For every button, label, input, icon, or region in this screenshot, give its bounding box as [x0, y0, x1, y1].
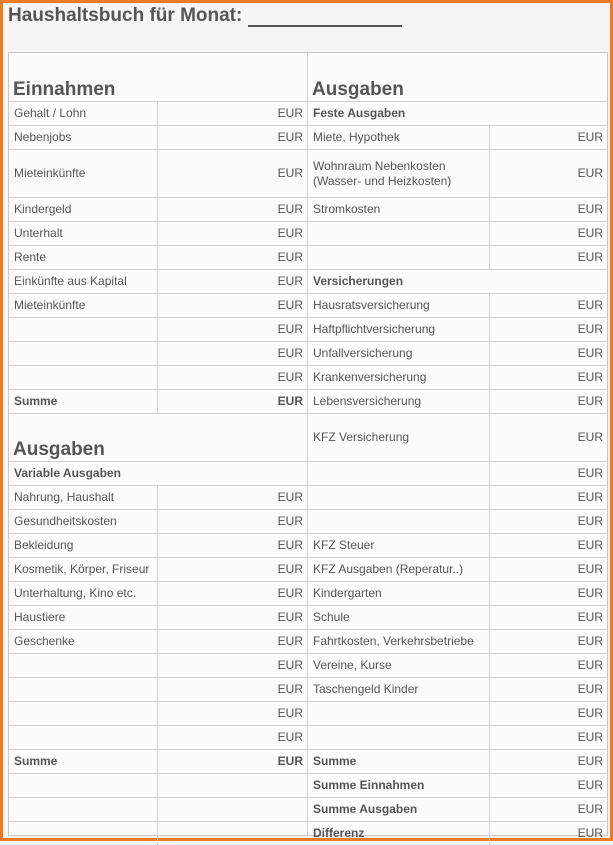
total-expenses-amount[interactable]: EUR — [490, 797, 607, 821]
variable-label-empty[interactable] — [9, 677, 158, 701]
other-label: KFZ Steuer — [308, 533, 490, 557]
other-amount[interactable]: EUR — [490, 629, 607, 653]
income-label-empty[interactable] — [9, 365, 158, 389]
fixed-label: Miete, Hypothek — [308, 125, 490, 149]
insurance-label-empty[interactable] — [308, 485, 490, 509]
fixed-sum-label: Summe — [308, 749, 490, 773]
other-label: Taschengeld Kinder — [308, 677, 490, 701]
right-column — [308, 53, 607, 845]
insurance-label: Unfallversicherung — [308, 341, 490, 365]
fixed-amount[interactable]: EUR — [490, 245, 607, 269]
title-text: Haushaltsbuch für Monat: — [8, 5, 243, 26]
income-amount[interactable]: EUR — [158, 317, 307, 341]
fixed-label: Wohnraum Nebenkosten (Wasser- und Heizkosten) — [308, 149, 490, 197]
total-income-label: Summe Einnahmen — [308, 773, 490, 797]
variable-label-empty[interactable] — [9, 653, 158, 677]
other-amount[interactable]: EUR — [490, 581, 607, 605]
other-amount[interactable]: EUR — [490, 533, 607, 557]
income-amount[interactable]: EUR — [158, 341, 307, 365]
other-amount[interactable]: EUR — [490, 605, 607, 629]
month-blank-line[interactable] — [248, 7, 402, 27]
income-label: Nebenjobs — [9, 125, 158, 149]
variable-heading: Variable Ausgaben — [9, 461, 307, 485]
insurance-amount[interactable]: EUR — [490, 317, 607, 341]
income-amount[interactable]: EUR — [158, 365, 307, 389]
ausgaben-heading-left: Ausgaben — [9, 413, 307, 461]
empty-cell[interactable] — [158, 821, 307, 845]
other-amount[interactable]: EUR — [490, 701, 607, 725]
variable-amount[interactable]: EUR — [158, 509, 307, 533]
income-amount[interactable]: EUR — [158, 125, 307, 149]
variable-sum-label: Summe — [9, 749, 158, 773]
variable-sum-amount[interactable]: EUR — [158, 749, 307, 773]
fixed-amount[interactable]: EUR — [490, 221, 607, 245]
variable-amount[interactable]: EUR — [158, 605, 307, 629]
variable-amount[interactable]: EUR — [158, 581, 307, 605]
other-label: Fahrtkosten, Verkehrsbetriebe — [308, 629, 490, 653]
income-label: Rente — [9, 245, 158, 269]
variable-label: Gesundheitskosten — [9, 509, 158, 533]
empty-cell[interactable] — [158, 797, 307, 821]
insurance-amount[interactable]: EUR — [490, 461, 607, 485]
fixed-label-empty[interactable] — [308, 245, 490, 269]
income-amount[interactable]: EUR — [158, 245, 307, 269]
insurance-label: KFZ Versicherung — [308, 413, 490, 461]
insurance-label: Krankenversicherung — [308, 365, 490, 389]
variable-label-empty[interactable] — [9, 725, 158, 749]
page-title — [8, 5, 402, 27]
income-amount[interactable]: EUR — [158, 149, 307, 197]
fixed-amount[interactable]: EUR — [490, 125, 607, 149]
other-label-empty[interactable] — [308, 725, 490, 749]
versicherungen-heading: Versicherungen — [308, 269, 607, 293]
fixed-amount[interactable]: EUR — [490, 149, 607, 197]
empty-cell[interactable] — [9, 773, 158, 797]
income-label: Mieteinkünfte — [9, 293, 158, 317]
income-label: Kindergeld — [9, 197, 158, 221]
variable-amount[interactable]: EUR — [158, 653, 307, 677]
left-column — [9, 53, 307, 845]
other-label: Kindergarten — [308, 581, 490, 605]
insurance-amount[interactable]: EUR — [490, 509, 607, 533]
insurance-amount[interactable]: EUR — [490, 485, 607, 509]
variable-amount[interactable]: EUR — [158, 629, 307, 653]
fixed-label-empty[interactable] — [308, 221, 490, 245]
income-amount[interactable]: EUR — [158, 293, 307, 317]
budget-sheet — [8, 52, 608, 840]
income-label: Mieteinkünfte — [9, 149, 158, 197]
income-label: Einkünfte aus Kapital — [9, 269, 158, 293]
insurance-amount[interactable]: EUR — [490, 293, 607, 317]
variable-label: Unterhaltung, Kino etc. — [9, 581, 158, 605]
empty-cell[interactable] — [9, 797, 158, 821]
total-expenses-label: Summe Ausgaben — [308, 797, 490, 821]
variable-amount[interactable]: EUR — [158, 485, 307, 509]
variable-amount[interactable]: EUR — [158, 725, 307, 749]
insurance-label: Lebensversicherung — [308, 389, 490, 413]
insurance-amount[interactable]: EUR — [490, 413, 607, 461]
variable-label: Nahrung, Haushalt — [9, 485, 158, 509]
total-income-amount[interactable]: EUR — [490, 773, 607, 797]
income-label: Unterhalt — [9, 221, 158, 245]
fixed-amount[interactable]: EUR — [490, 197, 607, 221]
variable-label-empty[interactable] — [9, 701, 158, 725]
insurance-amount[interactable]: EUR — [490, 389, 607, 413]
variable-amount[interactable]: EUR — [158, 677, 307, 701]
variable-label: Bekleidung — [9, 533, 158, 557]
other-amount[interactable]: EUR — [490, 725, 607, 749]
other-amount[interactable]: EUR — [490, 653, 607, 677]
variable-label: Haustiere — [9, 605, 158, 629]
income-label-empty[interactable] — [9, 317, 158, 341]
variable-label: Kosmetik, Körper, Friseur — [9, 557, 158, 581]
income-label: Gehalt / Lohn — [9, 101, 158, 125]
fixed-label: Stromkosten — [308, 197, 490, 221]
insurance-label: Hausratsversicherung — [308, 293, 490, 317]
insurance-amount[interactable]: EUR — [490, 341, 607, 365]
difference-label: Differenz — [308, 821, 490, 845]
other-label: Schule — [308, 605, 490, 629]
insurance-label-empty[interactable] — [308, 509, 490, 533]
ausgaben-heading-right: Ausgaben — [312, 79, 404, 100]
other-label: KFZ Ausgaben (Reperatur..) — [308, 557, 490, 581]
variable-label: Geschenke — [9, 629, 158, 653]
feste-heading: Feste Ausgaben — [308, 101, 607, 125]
other-amount[interactable]: EUR — [490, 557, 607, 581]
difference-amount[interactable]: EUR — [490, 821, 607, 845]
income-sum-label: Summe — [9, 389, 158, 413]
income-amount[interactable]: EUR — [158, 101, 307, 125]
empty-cell[interactable] — [9, 821, 158, 845]
insurance-label-empty[interactable] — [308, 461, 490, 485]
income-amount[interactable]: EUR — [158, 221, 307, 245]
income-amount[interactable]: EUR — [158, 197, 307, 221]
other-label-empty[interactable] — [308, 701, 490, 725]
other-label: Vereine, Kurse — [308, 653, 490, 677]
fixed-sum-amount[interactable]: EUR — [490, 749, 607, 773]
insurance-label: Haftpflichtversicherung — [308, 317, 490, 341]
income-label-empty[interactable] — [9, 341, 158, 365]
einnahmen-heading: Einnahmen — [13, 79, 116, 100]
income-amount[interactable]: EUR — [158, 269, 307, 293]
empty-cell[interactable] — [158, 773, 307, 797]
income-sum-amount[interactable]: EUR — [158, 389, 307, 413]
variable-amount[interactable]: EUR — [158, 557, 307, 581]
variable-amount[interactable]: EUR — [158, 701, 307, 725]
variable-amount[interactable]: EUR — [158, 533, 307, 557]
insurance-amount[interactable]: EUR — [490, 365, 607, 389]
other-amount[interactable]: EUR — [490, 677, 607, 701]
